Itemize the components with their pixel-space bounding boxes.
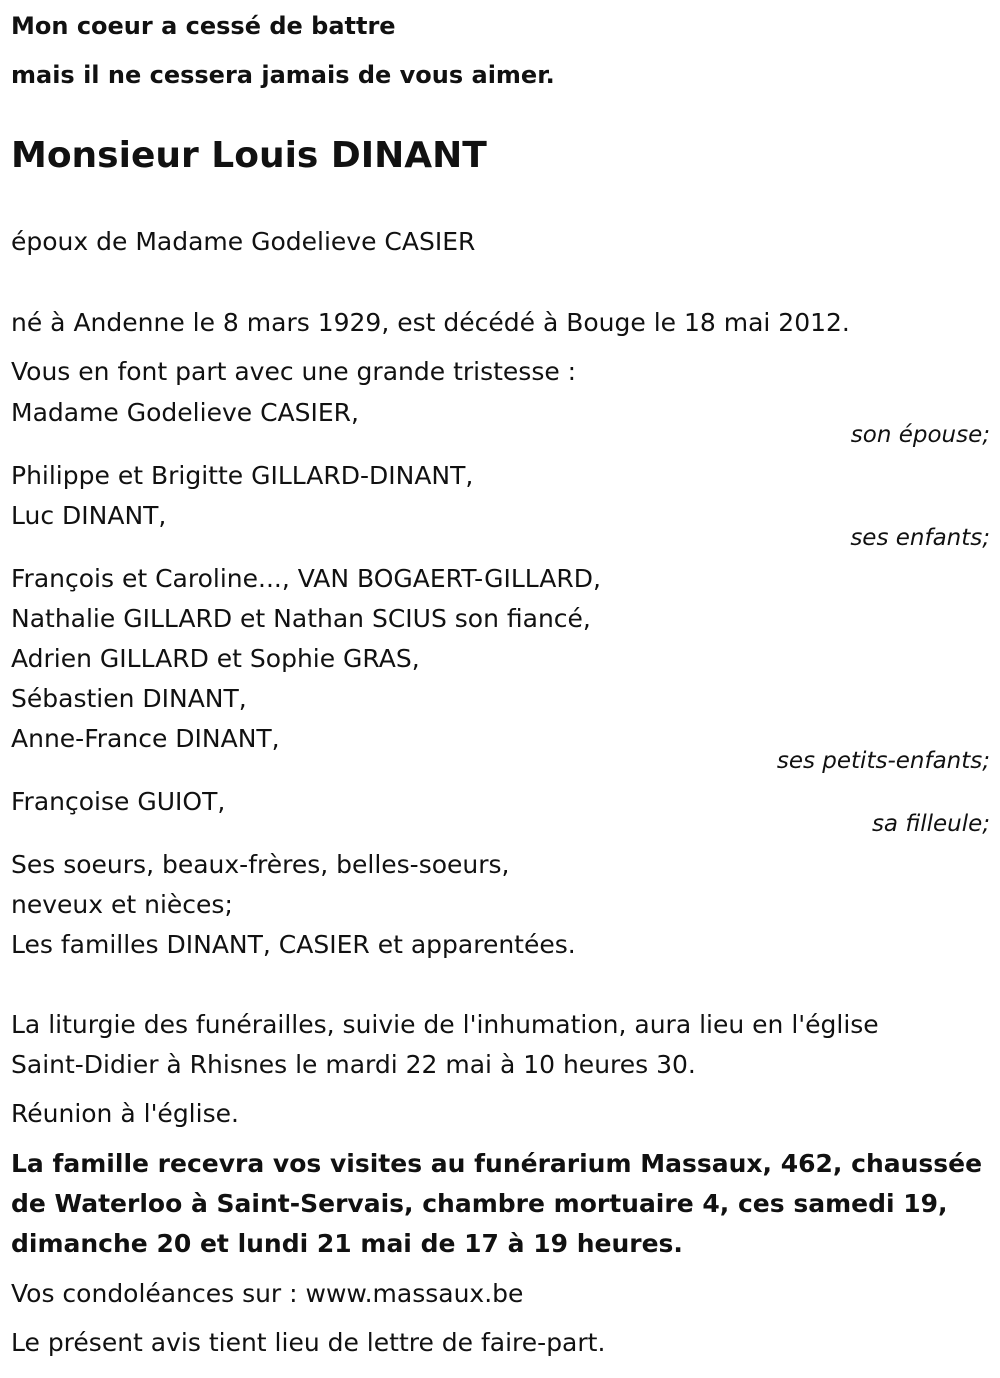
family-member: François et Caroline..., VAN BOGAERT-GILLARD, xyxy=(11,564,601,593)
deceased-name: Monsieur Louis DINANT xyxy=(11,135,487,176)
family-role: sa filleule; xyxy=(871,811,990,837)
family-member: Nathalie GILLARD et Nathan SCIUS son fiancé, xyxy=(11,604,591,633)
birth-death-line: né à Andenne le 8 mars 1929, est décédé à Bouge le 18 mai 2012. xyxy=(11,308,850,337)
epitaph-line-2: mais il ne cessera jamais de vous aimer. xyxy=(11,61,555,89)
closing-line: Le présent avis tient lieu de lettre de faire-part. xyxy=(11,1328,606,1357)
family-member: Anne-France DINANT, xyxy=(11,724,280,753)
meeting-line: Réunion à l'église. xyxy=(11,1099,239,1128)
visits-line: de Waterloo à Saint-Servais, chambre mortuaire 4, ces samedi 19, xyxy=(11,1189,948,1218)
announcement-intro: Vous en font part avec une grande tristesse : xyxy=(11,357,577,386)
funeral-line: La liturgie des funérailles, suivie de l'inhumation, aura lieu en l'église xyxy=(11,1010,879,1039)
family-role: ses enfants; xyxy=(850,525,990,551)
other-relatives-line: Ses soeurs, beaux-frères, belles-soeurs, xyxy=(11,850,510,879)
family-member: Philippe et Brigitte GILLARD-DINANT, xyxy=(11,461,474,490)
family-role: son épouse; xyxy=(850,422,990,448)
visits-line: dimanche 20 et lundi 21 mai de 17 à 19 heures. xyxy=(11,1229,683,1258)
family-member: Sébastien DINANT, xyxy=(11,684,247,713)
family-member: Madame Godelieve CASIER, xyxy=(11,398,359,427)
visits-line: La famille recevra vos visites au funérarium Massaux, 462, chaussée xyxy=(11,1149,983,1178)
family-member: Françoise GUIOT, xyxy=(11,787,226,816)
other-relatives-line: neveux et nièces; xyxy=(11,890,233,919)
condolences-line: Vos condoléances sur : www.massaux.be xyxy=(11,1279,524,1308)
family-role: ses petits-enfants; xyxy=(776,748,990,774)
funeral-line: Saint-Didier à Rhisnes le mardi 22 mai à 10 heures 30. xyxy=(11,1050,696,1079)
family-member: Luc DINANT, xyxy=(11,501,167,530)
epitaph-line-1: Mon coeur a cessé de battre xyxy=(11,12,396,40)
family-member: Adrien GILLARD et Sophie GRAS, xyxy=(11,644,420,673)
spouse-line: époux de Madame Godelieve CASIER xyxy=(11,227,476,256)
other-relatives-line: Les familles DINANT, CASIER et apparentées. xyxy=(11,930,576,959)
